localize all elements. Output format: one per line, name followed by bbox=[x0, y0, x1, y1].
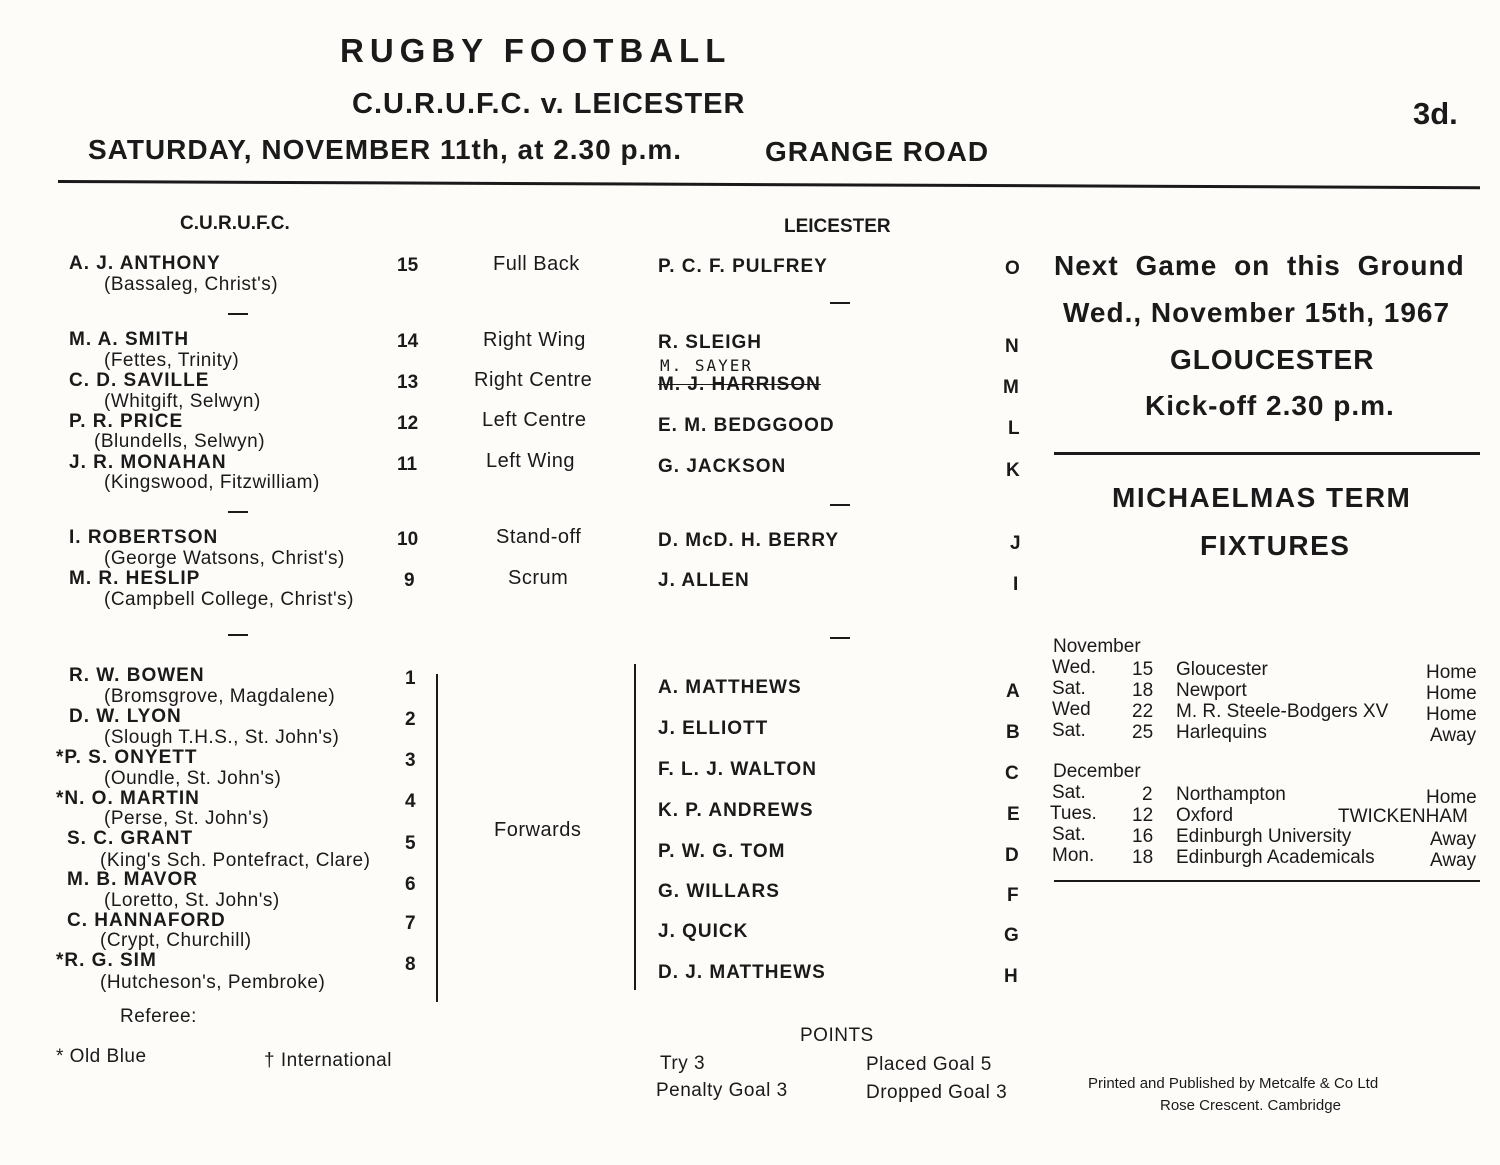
fixture-opponent: Edinburgh Academicals bbox=[1176, 847, 1375, 868]
match-title: C.U.R.U.F.C. v. LEICESTER bbox=[352, 88, 746, 120]
away-team-heading: LEICESTER bbox=[784, 216, 891, 237]
separator-dash bbox=[830, 302, 850, 304]
fixture-month: December bbox=[1053, 761, 1141, 782]
position-label: Right Centre bbox=[474, 369, 593, 391]
fixtures-heading-2: FIXTURES bbox=[1200, 530, 1351, 561]
home-player-club: (Campbell College, Christ's) bbox=[104, 589, 354, 610]
home-player-number: 6 bbox=[405, 874, 416, 895]
points-try: Try 3 bbox=[660, 1053, 706, 1074]
legend-old-blue: * Old Blue bbox=[56, 1046, 147, 1067]
printer-line2: Rose Crescent. Cambridge bbox=[1160, 1097, 1341, 1114]
position-label: Left Centre bbox=[482, 409, 587, 431]
home-player-name: M. R. HESLIP bbox=[69, 568, 201, 589]
fixture-venue: Home bbox=[1426, 704, 1477, 725]
page-title: RUGBY FOOTBALL bbox=[340, 32, 732, 69]
home-player-name: C. D. SAVILLE bbox=[69, 370, 210, 391]
home-player-name: I. ROBERTSON bbox=[69, 527, 219, 548]
fixture-venue: Away bbox=[1430, 850, 1477, 871]
home-player-club: (Kingswood, Fitzwilliam) bbox=[104, 472, 320, 493]
home-player-club: (Slough T.H.S., St. John's) bbox=[104, 727, 340, 748]
away-player-name: A. MATTHEWS bbox=[658, 677, 802, 698]
home-player-number: 12 bbox=[397, 413, 419, 434]
away-player-name: J. ELLIOTT bbox=[658, 718, 769, 739]
away-player-letter: F bbox=[1007, 885, 1019, 906]
away-player-name: J. QUICK bbox=[658, 921, 749, 942]
fixture-date: 25 bbox=[1132, 722, 1154, 743]
legend-international: † International bbox=[264, 1050, 392, 1071]
away-player-name: J. ALLEN bbox=[658, 570, 750, 591]
away-player-letter: A bbox=[1006, 681, 1020, 702]
away-player-letter: L bbox=[1008, 418, 1020, 439]
home-player-name: P. R. PRICE bbox=[69, 411, 184, 432]
referee-label: Referee: bbox=[120, 1006, 197, 1027]
match-venue: GRANGE ROAD bbox=[765, 136, 990, 167]
next-game-line1: Next Game on this Ground bbox=[1054, 250, 1465, 281]
printer-line1: Printed and Published by Metcalfe & Co Ltd bbox=[1088, 1075, 1379, 1092]
away-player-letter: D bbox=[1005, 845, 1019, 866]
home-player-number: 2 bbox=[405, 709, 416, 730]
points-heading: POINTS bbox=[800, 1025, 874, 1046]
fixture-day: Mon. bbox=[1052, 845, 1095, 866]
fixture-venue: Home bbox=[1426, 683, 1477, 704]
home-player-club: (Blundells, Selwyn) bbox=[94, 431, 266, 452]
header-divider bbox=[58, 180, 1480, 189]
home-player-club: (Bromsgrove, Magdalene) bbox=[104, 686, 336, 707]
away-player-name: R. SLEIGH bbox=[658, 332, 763, 353]
home-player-name: *P. S. ONYETT bbox=[56, 747, 198, 768]
fixtures-divider bbox=[1054, 880, 1480, 882]
away-player-letter: N bbox=[1005, 336, 1019, 357]
forwards-bracket-left bbox=[436, 674, 438, 1002]
home-player-number: 10 bbox=[397, 529, 419, 550]
fixture-venue: Away bbox=[1430, 725, 1477, 746]
home-player-name: *N. O. MARTIN bbox=[56, 788, 200, 809]
home-player-number: 3 bbox=[405, 750, 416, 771]
fixture-venue: Home bbox=[1426, 787, 1477, 808]
home-player-name: D. W. LYON bbox=[69, 706, 182, 727]
home-player-number: 14 bbox=[397, 331, 419, 352]
fixture-opponent: Northampton bbox=[1176, 784, 1286, 805]
home-player-club: (Loretto, St. John's) bbox=[104, 890, 280, 911]
fixtures-heading: MICHAELMAS TERM bbox=[1112, 482, 1412, 513]
home-team-heading: C.U.R.U.F.C. bbox=[180, 213, 290, 234]
fixture-date: 15 bbox=[1132, 659, 1154, 680]
forwards-bracket-right bbox=[634, 664, 636, 990]
fixture-date: 18 bbox=[1132, 680, 1154, 701]
separator-dash bbox=[830, 504, 850, 506]
home-player-name: M. B. MAVOR bbox=[67, 869, 198, 890]
position-label: Right Wing bbox=[483, 329, 586, 351]
home-player-club: (Crypt, Churchill) bbox=[100, 930, 252, 951]
fixture-opponent: M. R. Steele-Bodgers XV bbox=[1176, 701, 1389, 722]
home-player-number: 11 bbox=[397, 454, 418, 475]
home-player-name: R. W. BOWEN bbox=[69, 665, 205, 686]
home-player-club: (Bassaleg, Christ's) bbox=[104, 274, 279, 295]
fixture-day: Wed. bbox=[1052, 657, 1097, 678]
home-player-number: 9 bbox=[404, 570, 415, 591]
away-player-letter: M bbox=[1003, 377, 1019, 398]
home-player-number: 8 bbox=[405, 954, 416, 975]
handwritten-substitute: M. SAYER bbox=[660, 356, 754, 375]
away-player-name: D. J. MATTHEWS bbox=[658, 962, 826, 983]
home-player-club: (Fettes, Trinity) bbox=[104, 350, 240, 371]
fixture-opponent: Harlequins bbox=[1176, 722, 1267, 743]
away-player-name: G. WILLARS bbox=[658, 881, 780, 902]
fixture-date: 16 bbox=[1132, 826, 1154, 847]
fixture-day: Sat. bbox=[1052, 824, 1086, 845]
next-game-date: Wed., November 15th, 1967 bbox=[1063, 297, 1451, 328]
away-player-letter: H bbox=[1004, 966, 1018, 987]
home-player-number: 5 bbox=[405, 833, 416, 854]
home-player-number: 13 bbox=[397, 372, 419, 393]
home-player-name: C. HANNAFORD bbox=[67, 910, 226, 931]
next-game-divider bbox=[1054, 452, 1480, 455]
home-player-number: 7 bbox=[405, 913, 416, 934]
fixture-opponent: Newport bbox=[1176, 680, 1247, 701]
home-player-name: J. R. MONAHAN bbox=[69, 452, 227, 473]
home-player-name: S. C. GRANT bbox=[67, 828, 194, 849]
fixture-month: November bbox=[1053, 636, 1141, 657]
home-player-name: *R. G. SIM bbox=[56, 950, 157, 971]
away-player-name: E. M. BEDGGOOD bbox=[658, 415, 835, 436]
home-player-club: (George Watsons, Christ's) bbox=[104, 548, 345, 569]
separator-dash bbox=[228, 313, 248, 315]
away-player-letter: E bbox=[1007, 804, 1020, 825]
home-player-club: (King's Sch. Pontefract, Clare) bbox=[100, 850, 371, 871]
match-date: SATURDAY, NOVEMBER 11th, at 2.30 p.m. bbox=[88, 134, 683, 165]
points-placed-goal: Placed Goal 5 bbox=[866, 1054, 992, 1075]
home-player-club: (Perse, St. John's) bbox=[104, 808, 270, 829]
away-player-name: D. McD. H. BERRY bbox=[658, 530, 840, 551]
fixture-day: Sat. bbox=[1052, 678, 1086, 699]
home-player-name: A. J. ANTHONY bbox=[69, 253, 221, 274]
away-player-name: G. JACKSON bbox=[658, 456, 787, 477]
fixture-opponent: Oxford bbox=[1176, 805, 1234, 826]
fixture-date: 2 bbox=[1142, 784, 1153, 805]
separator-dash bbox=[830, 637, 850, 639]
away-player-name: F. L. J. WALTON bbox=[658, 759, 817, 780]
home-player-club: (Whitgift, Selwyn) bbox=[104, 391, 261, 412]
home-player-number: 1 bbox=[405, 668, 416, 689]
away-player-name: K. P. ANDREWS bbox=[658, 800, 814, 821]
position-label: Full Back bbox=[493, 253, 580, 275]
fixture-venue: Away bbox=[1430, 829, 1477, 850]
home-player-number: 4 bbox=[405, 791, 416, 812]
home-player-club: (Oundle, St. John's) bbox=[104, 768, 282, 789]
away-player-name: P. C. F. PULFREY bbox=[658, 256, 828, 277]
away-player-letter: B bbox=[1006, 722, 1020, 743]
away-player-letter: J bbox=[1010, 533, 1021, 554]
away-player-letter: I bbox=[1013, 574, 1019, 595]
fixture-venue: Home bbox=[1426, 662, 1477, 683]
away-player-name: M. J. HARRISON bbox=[658, 374, 821, 395]
fixture-opponent: Gloucester bbox=[1176, 659, 1268, 680]
position-label: Stand-off bbox=[496, 526, 582, 548]
points-dropped-goal: Dropped Goal 3 bbox=[866, 1082, 1008, 1103]
programme-price: 3d. bbox=[1413, 96, 1458, 131]
fixture-opponent: Edinburgh University bbox=[1176, 826, 1352, 847]
away-player-letter: O bbox=[1005, 258, 1020, 279]
fixture-venue: TWICKENHAM bbox=[1338, 806, 1468, 827]
separator-dash bbox=[228, 634, 248, 636]
fixture-date: 12 bbox=[1132, 805, 1154, 826]
fixture-day: Sat. bbox=[1052, 782, 1086, 803]
next-game-opponent: GLOUCESTER bbox=[1170, 344, 1375, 375]
position-label: Scrum bbox=[508, 567, 569, 589]
position-label: Forwards bbox=[494, 819, 582, 841]
home-player-number: 15 bbox=[397, 255, 419, 276]
points-penalty-goal: Penalty Goal 3 bbox=[656, 1080, 788, 1101]
away-player-letter: C bbox=[1005, 763, 1019, 784]
fixture-day: Tues. bbox=[1050, 803, 1097, 824]
position-label: Left Wing bbox=[486, 450, 575, 472]
home-player-club: (Hutcheson's, Pembroke) bbox=[100, 972, 326, 993]
fixture-date: 22 bbox=[1132, 701, 1154, 722]
away-player-name: P. W. G. TOM bbox=[658, 841, 786, 862]
fixture-day: Wed bbox=[1052, 699, 1091, 720]
fixture-day: Sat. bbox=[1052, 720, 1086, 741]
away-player-letter: G bbox=[1004, 925, 1019, 946]
away-player-letter: K bbox=[1006, 460, 1020, 481]
fixture-date: 18 bbox=[1132, 847, 1154, 868]
home-player-name: M. A. SMITH bbox=[69, 329, 190, 350]
next-game-kickoff: Kick-off 2.30 p.m. bbox=[1145, 390, 1395, 421]
separator-dash bbox=[228, 511, 248, 513]
